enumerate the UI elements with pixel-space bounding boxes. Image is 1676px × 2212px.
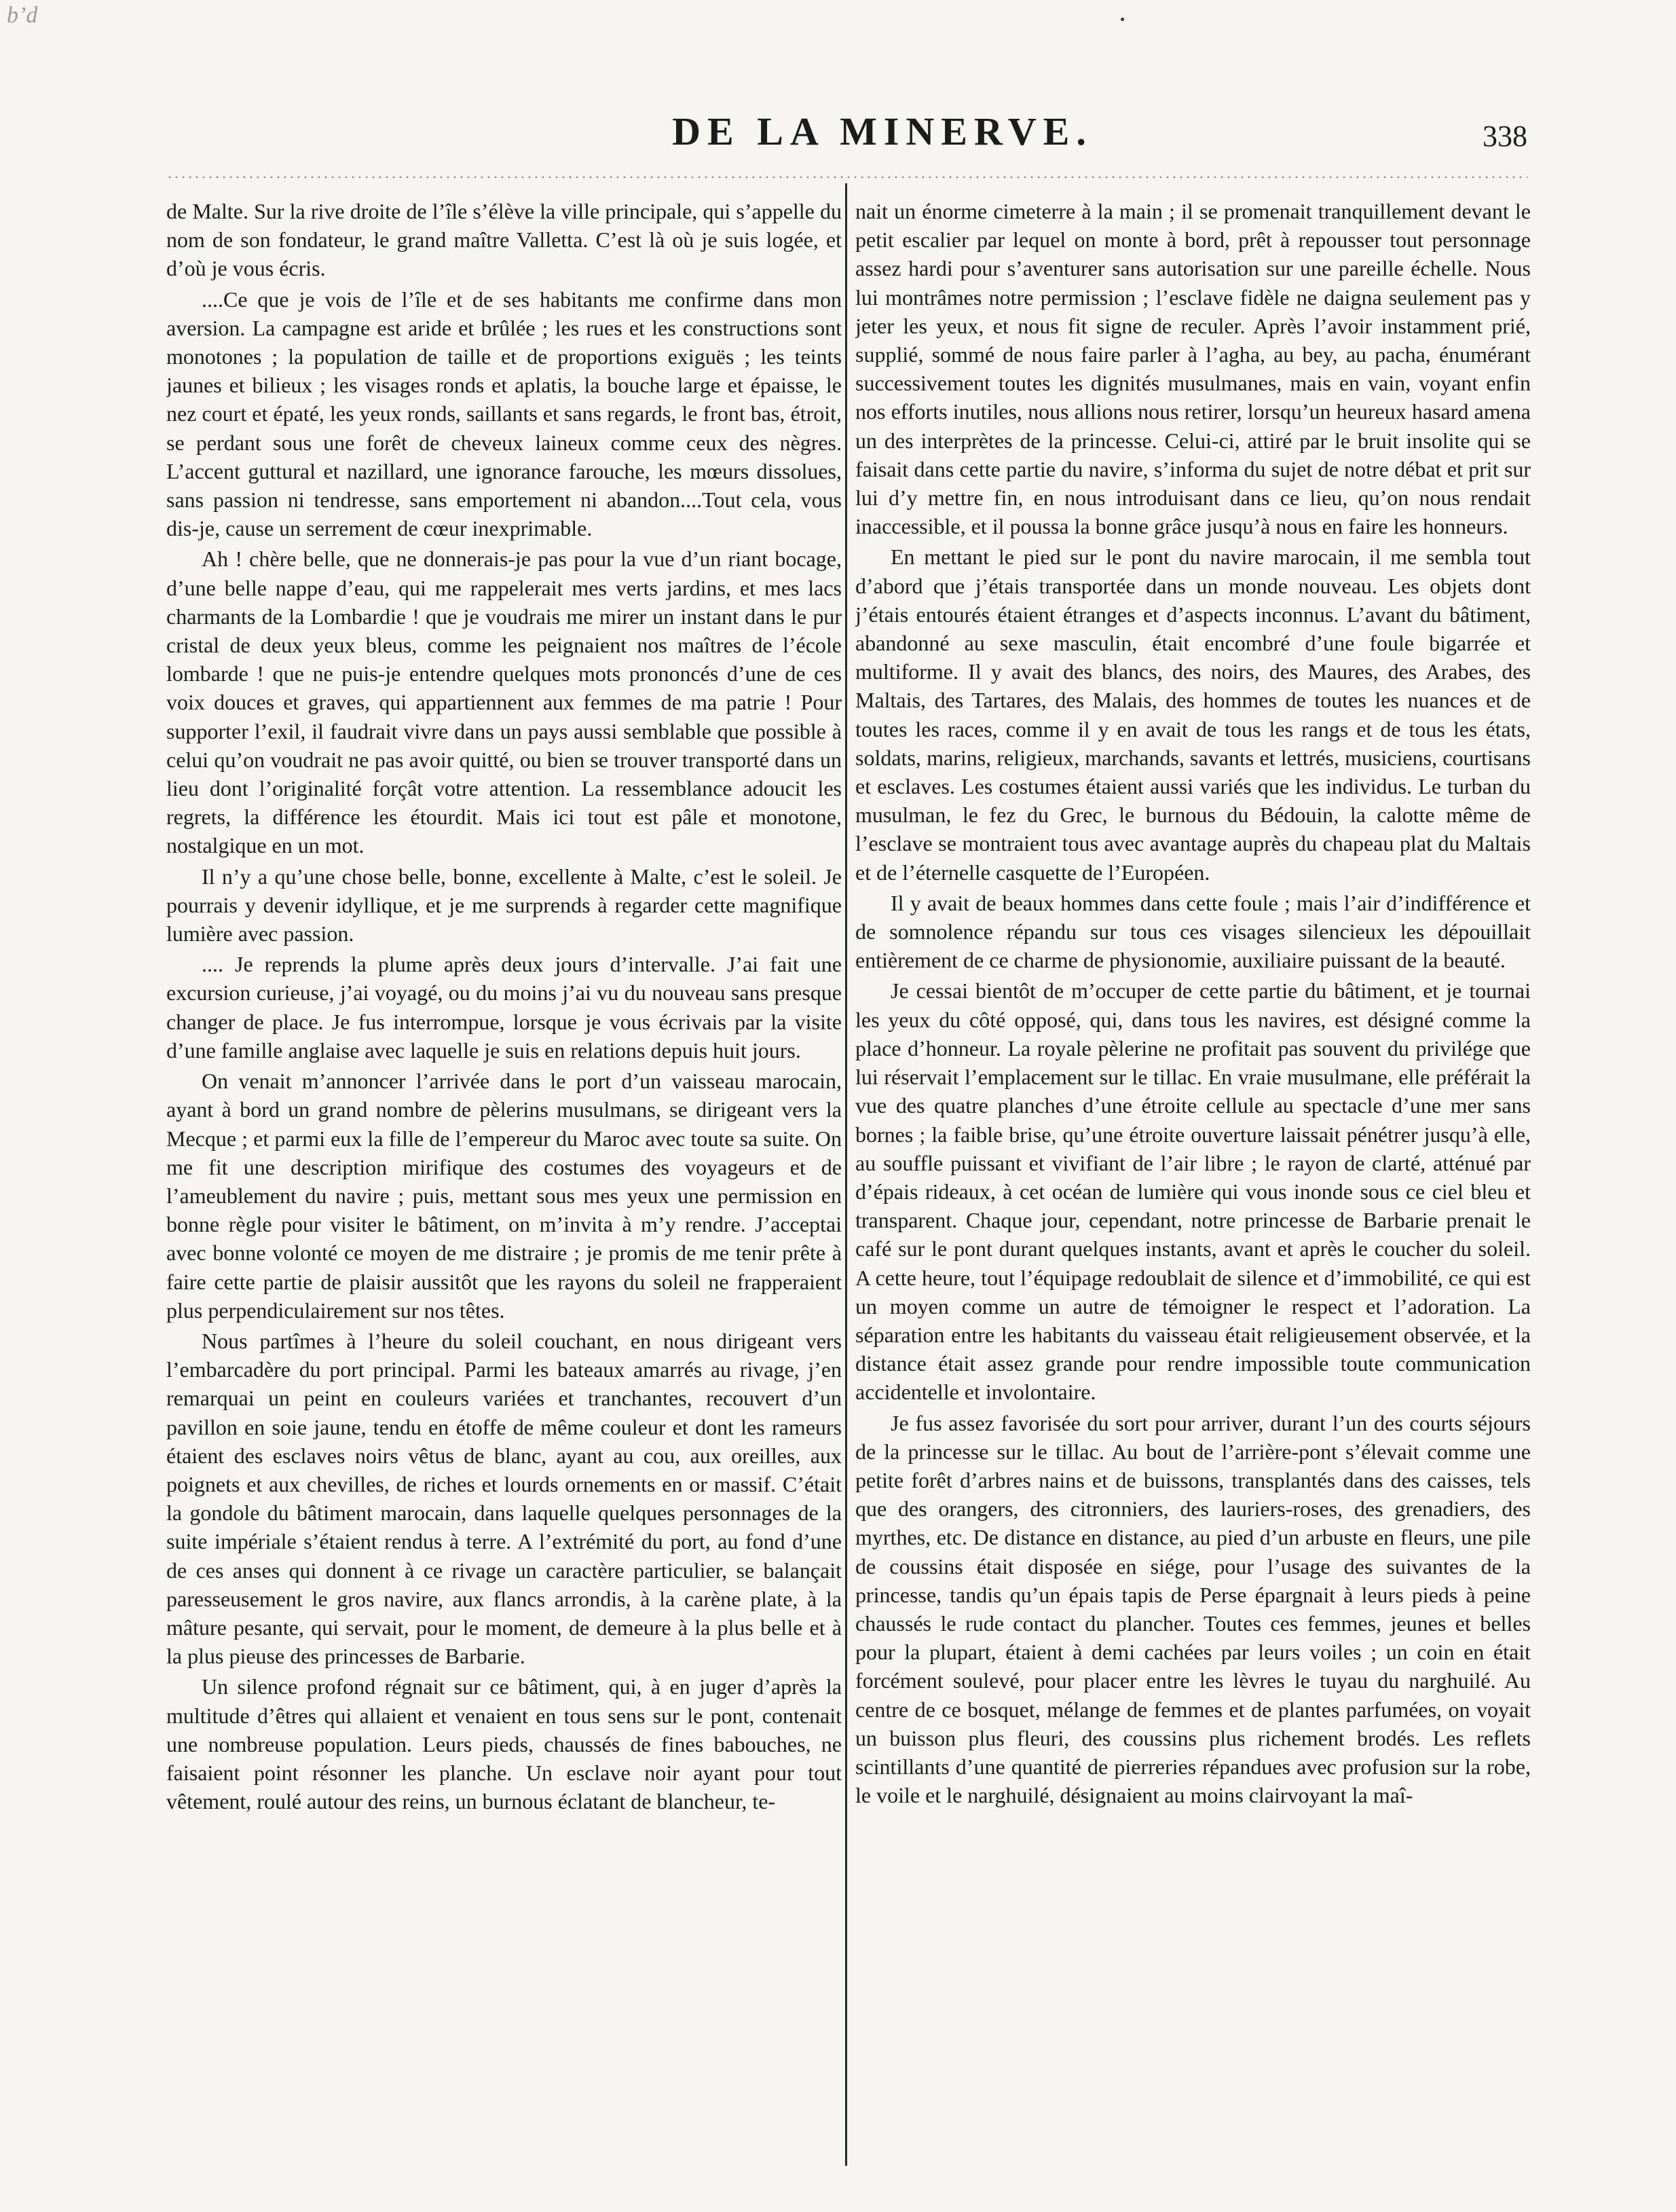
paragraph: nait un énorme cimeterre à la main ; il se promenait tranquillement devant le petit escalier par lequel on monte à bord, prêt à repousser tout personnage assez hardi pour s’aventurer sans autorisation sur une pareille échelle. Nous lui montrâmes notre permission ; l’esclave fidèle ne daigna seulement pas y jeter les yeux, et nous fit signe de reculer. Après l’avoir instamment prié, supplié, sommé de nous faire parler à l’agha, au bey, au pacha, énumérant successivement toutes les dignités musulmanes, mais en vain, voyant enfin nos efforts inutiles, nous allions nous retirer, lorsqu’un heureux hasard amena un des interprètes de la princesse. Celui-ci, attiré par le bruit insolite qui se faisait dans cette partie du navire, s’informa du sujet de notre débat et prit sur lui d’y mettre fin, en nous introduisant dans ce lieu, qu’on nous rendait inaccessible, et il poussa la bonne grâce jusqu’à nous en faire les honneurs. — [855, 199, 1531, 539]
paragraph: On venait m’annoncer l’arrivée dans le port d’un vaisseau marocain, ayant à bord un grand nombre de pèlerins musulmans, se dirigeant vers la Mecque ; et parmi eux la fille de l’empereur du Maroc avec toute sa suite. On me fit une description mirifique des costumes des voyageurs et de l’ameublement du navire ; puis, mettant sous mes yeux une permission en bonne règle pour visiter le bâtiment, on m’invita à m’y rendre. J’acceptai avec bonne volonté ce moyen de me distraire ; je promis de me tenir prête à faire cette partie de plaisir aussitôt que les rayons du soleil ne frapperaient plus perpendiculairement sur nos têtes. — [166, 1069, 842, 1323]
paragraph: de Malte. Sur la rive droite de l’île s’élève la ville principale, qui s’appelle du nom de son fondateur, le grand maître Valletta. C’est là où je suis logée, et d’où je vous écris. — [166, 199, 842, 281]
running-head: DE LA MINERVE. — [672, 109, 1093, 153]
header-rule — [166, 174, 1527, 181]
left-column — [166, 197, 842, 2166]
column-divider — [845, 183, 847, 2166]
paragraph: Il y avait de beaux hommes dans cette foule ; mais l’air d’indifférence et de somnolence répandu sur tous ces visages silencieux les dépouillait entièrement de ce charme de physionomie, auxiliaire puissant de la beauté. — [855, 890, 1531, 973]
paragraph: Un silence profond régnait sur ce bâtiment, qui, à en juger d’après la multitude d’êtres qui allaient et venaient en tous sens sur le pont, contenait une nombreuse population. Leurs pieds, chaussés de fines babouches, ne faisaient point résonner les planche. Un esclave noir ayant pour tout vêtement, roulé autour des reins, un burnous éclatant de blancheur, te- — [166, 1674, 842, 1814]
paragraph: Nous partîmes à l’heure du soleil couchant, en nous dirigeant vers l’embarcadère du port principal. Parmi les bateaux amarrés au rivage, j’en remarquai un peint en couleurs variées et tranchantes, recouvert d’un pavillon en soie jaune, tendu en étoffe de même couleur et dont les rameurs étaient des esclaves noirs vêtus de blanc, ayant au cou, aux oreilles, aux poignets et aux chevilles, de riches et lourds ornements en or massif. C’était la gondole du bâtiment marocain, dans laquelle quelques personnages de la suite impériale s’étaient rendus à terre. A l’extrémité du port, au fond d’une de ces anses qui donnent à ce rivage un caractère particulier, se balançait paresseusement le gros navire, aux flancs arrondis, à la carène plate, à la mâture pesante, qui servait, pour le moment, de demeure à la plus belle et à la plus pieuse des princesses de Barbarie. — [166, 1328, 842, 1669]
paragraph: Je fus assez favorisée du sort pour arriver, durant l’un des courts séjours de la princesse sur le tillac. Au bout de l’arrière-pont s’élevait comme une petite forêt d’arbres nains et de buissons, transplantés dans des caisses, tels que des orangers, des citronniers, des lauriers-roses, des grenadiers, des myrthes, etc. De distance en distance, au pied d’un arbuste en fleurs, une pile de coussins était disposée en siége, pour l’usage des suivantes de la princesse, tandis qu’un épais tapis de Perse épargnait à leurs pieds à peine chaussés le rude contact du plancher. Toutes ces femmes, jeunes et belles pour la plupart, étaient à demi cachées par leurs voiles ; un coin en était forcément soulevé, pour placer entre les lèvres le tuyau du narghuilé. Au centre de ce bosquet, mélange de femmes et de plantes parfumées, on voyait un buisson plus fleuri, des coussins plus richement brodés. Les reflets scintillants d’une quantité de pierreries répandues avec profusion sur la robe, le voile et le narghuilé, désignaient au moins clairvoyant la maî- — [855, 1410, 1531, 1808]
paragraph: Ah ! chère belle, que ne donnerais-je pas pour la vue d’un riant bocage, d’une belle nappe d’eau, qui me rappelerait mes verts jardins, et mes lacs charmants de la Lombardie ! que je voudrais me mirer un instant dans le pur cristal de deux yeux bleus, comme les peignaient nos maîtres de l’école lombarde ! que ne puis-je entendre quelques mots prononcés d’une de ces voix douces et graves, qui appartiennent aux femmes de ma patrie ! Pour supporter l’exil, il faudrait vivre dans un pays aussi semblable que possible à celui qu’on voudrait ne pas avoir quitté, ou bien se trouver transporté dans un lieu dont l’originalité forçât votre attention. La ressemblance adoucit les regrets, la différence les étourdit. Mais ici tout est pâle et monotone, nostalgique en un mot. — [166, 547, 842, 858]
paragraph: En mettant le pied sur le pont du navire marocain, il me sembla tout d’abord que j’étais transportée dans un monde nouveau. Les objets dont j’étais entourés étaient étranges et d’aspects inconnus. L’avant du bâtiment, abandonné au sexe masculin, était encombré d’une foule bigarrée et multiforme. Il y avait des blancs, des noirs, des Maures, des Arabes, des Maltais, des Tartares, des Malais, des hommes de toutes les nuances et de toutes les races, comme il y en avait de tous les rangs et de tous les états, soldats, marins, religieux, marchands, savants et lettrés, musiciens, courtisans et esclaves. Les costumes étaient aussi variés que les individus. Le turban du musulman, le fez du Grec, le burnous du Bédouin, la calotte même de l’esclave se montraient tous avec avantage auprès du chapeau plat du Maltais et de l’éternelle casquette de l’Européen. — [855, 545, 1531, 885]
right-column — [855, 197, 1531, 2166]
paragraph: .... Je reprends la plume après deux jours d’intervalle. J’ai fait une excursion curieuse, j’ai voyagé, ou du moins j’ai vu du nouveau sans presque changer de place. Je fus interrompue, lorsque je vous écrivais par la visite d’une famille anglaise avec laquelle je suis en relations depuis huit jours. — [166, 952, 842, 1063]
paragraph: Il n’y a qu’une chose belle, bonne, excellente à Malte, c’est le soleil. Je pourrais y devenir idyllique, et je me surprends à regarder cette magnifique lumière avec passion. — [166, 864, 842, 946]
ink-speck — [1121, 18, 1124, 21]
paragraph: Je cessai bientôt de m’occuper de cette partie du bâtiment, et je tournai les yeux du côté opposé, qui, dans tous les navires, est désigné comme la place d’honneur. La royale pèlerine ne profitait pas souvent du privilége que lui réservait l’emplacement sur le tillac. En vraie musulmane, elle préférait la vue des quatre planches d’une étroite cellule au spectacle d’une mer sans bornes ; la faible brise, qu’une étroite ouverture laissait pénétrer jusqu’à elle, au souffle puissant et vivifiant de l’air libre ; le rayon de clarté, atténué par d’épais rideaux, à cet océan de lumière qui vous inonde sous ce ciel bleu et transparent. Chaque jour, cependant, notre princesse de Barbarie prenait le café sur le pont durant quelques instants, avant et après le coucher du soleil. A cette heure, tout l’équipage redoublait de silence et d’immobilité, ce qui est un moyen comme un autre de témoigner le respect et l’adoration. La séparation entre les habitants du vaisseau était religieusement observée, et la distance était assez grande pour rendre impossible toute communication accidentelle et involontaire. — [855, 978, 1531, 1405]
paragraph: ....Ce que je vois de l’île et de ses habitants me confirme dans mon aversion. La campagne est aride et brûlée ; les rues et les constructions sont monotones ; la population de taille et de proportions exiguës ; les teints jaunes et bilieux ; les visages ronds et aplatis, la bouche large et épaisse, le nez court et épaté, les yeux ronds, saillants et sans regards, le front bas, étroit, se perdant sous une forêt de cheveux laineux comme ceux des nègres. L’accent guttural et nazillard, une ignorance farouche, les mœurs dissolues, sans passion ni tendresse, sans emportement ni abandon....Tout cela, vous dis-je, cause un serrement de cœur inexprimable. — [166, 287, 842, 541]
corner-mark: b’d — [7, 3, 38, 28]
page-number: 338 — [1483, 119, 1527, 153]
